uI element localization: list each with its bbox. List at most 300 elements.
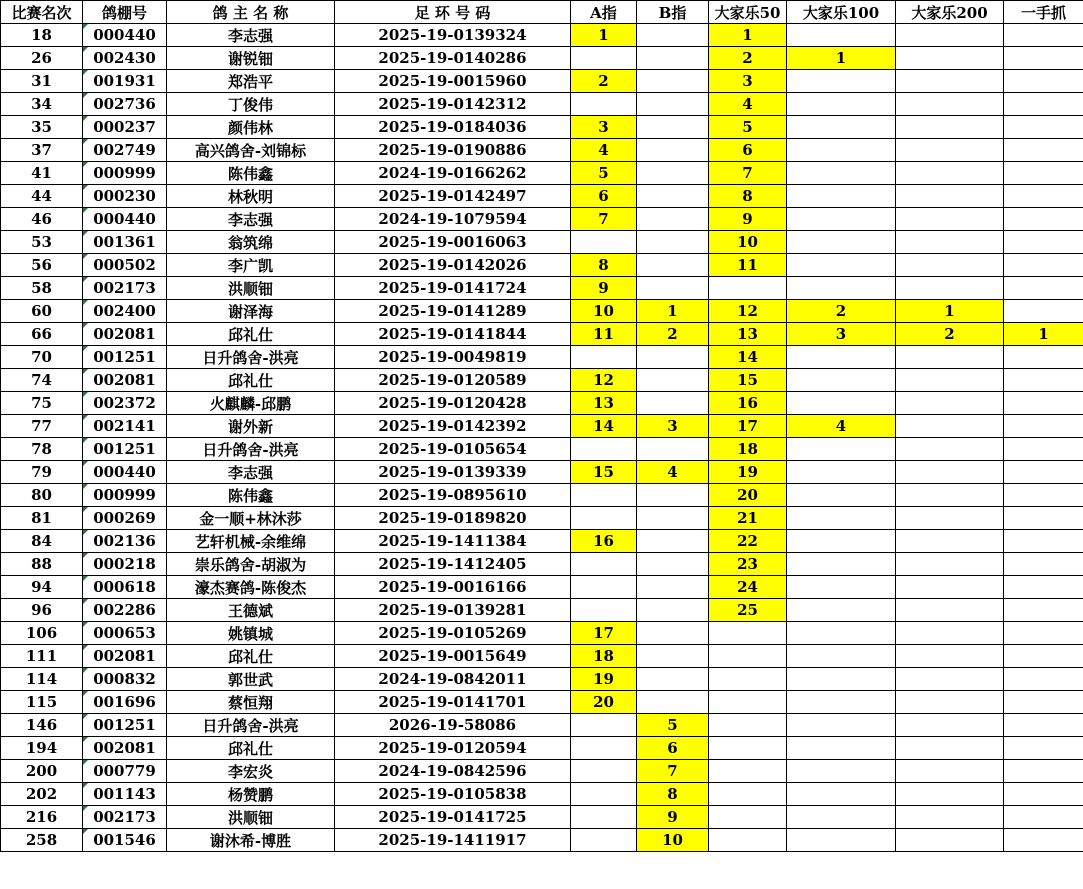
pool-50-cell[interactable]: 14	[709, 346, 787, 369]
pool-50-cell[interactable]	[709, 829, 787, 852]
header-ring-number[interactable]: 足 环 号 码	[335, 1, 571, 24]
owner-name-cell[interactable]: 邱礼仕	[167, 323, 335, 346]
rank-cell[interactable]: 46	[1, 208, 83, 231]
loft-id-cell[interactable]: 002400	[83, 300, 167, 323]
b-pick-cell[interactable]	[637, 369, 709, 392]
b-pick-cell[interactable]	[637, 162, 709, 185]
pool-50-cell[interactable]	[709, 622, 787, 645]
ring-number-cell[interactable]: 2025-19-0049819	[335, 346, 571, 369]
b-pick-cell[interactable]	[637, 622, 709, 645]
rank-cell[interactable]: 75	[1, 392, 83, 415]
first-grab-cell[interactable]	[1004, 70, 1083, 93]
loft-id-cell[interactable]: 000999	[83, 484, 167, 507]
rank-cell[interactable]: 53	[1, 231, 83, 254]
owner-name-cell[interactable]: 日升鸽舍-洪亮	[167, 346, 335, 369]
first-grab-cell[interactable]	[1004, 668, 1083, 691]
a-pick-cell[interactable]	[571, 47, 637, 70]
ring-number-cell[interactable]: 2025-19-0140286	[335, 47, 571, 70]
first-grab-cell[interactable]	[1004, 737, 1083, 760]
a-pick-cell[interactable]	[571, 507, 637, 530]
pool-200-cell[interactable]	[896, 645, 1004, 668]
loft-id-cell[interactable]: 000653	[83, 622, 167, 645]
pool-100-cell[interactable]	[787, 139, 896, 162]
first-grab-cell[interactable]	[1004, 346, 1083, 369]
b-pick-cell[interactable]	[637, 576, 709, 599]
loft-id-cell[interactable]: 002372	[83, 392, 167, 415]
pool-100-cell[interactable]	[787, 277, 896, 300]
pool-200-cell[interactable]	[896, 231, 1004, 254]
pool-50-cell[interactable]	[709, 691, 787, 714]
rank-cell[interactable]: 74	[1, 369, 83, 392]
rank-cell[interactable]: 60	[1, 300, 83, 323]
pool-200-cell[interactable]	[896, 346, 1004, 369]
pool-50-cell[interactable]	[709, 806, 787, 829]
pool-200-cell[interactable]: 1	[896, 300, 1004, 323]
loft-id-cell[interactable]: 002081	[83, 737, 167, 760]
pool-200-cell[interactable]	[896, 622, 1004, 645]
pool-200-cell[interactable]	[896, 599, 1004, 622]
rank-cell[interactable]: 115	[1, 691, 83, 714]
rank-cell[interactable]: 41	[1, 162, 83, 185]
ring-number-cell[interactable]: 2025-19-0120428	[335, 392, 571, 415]
ring-number-cell[interactable]: 2025-19-1412405	[335, 553, 571, 576]
a-pick-cell[interactable]	[571, 783, 637, 806]
b-pick-cell[interactable]	[637, 530, 709, 553]
owner-name-cell[interactable]: 李广凯	[167, 254, 335, 277]
pool-50-cell[interactable]: 24	[709, 576, 787, 599]
pool-200-cell[interactable]	[896, 415, 1004, 438]
ring-number-cell[interactable]: 2025-19-0142026	[335, 254, 571, 277]
pool-200-cell[interactable]: 2	[896, 323, 1004, 346]
pool-50-cell[interactable]: 20	[709, 484, 787, 507]
a-pick-cell[interactable]: 3	[571, 116, 637, 139]
pool-200-cell[interactable]	[896, 530, 1004, 553]
b-pick-cell[interactable]: 9	[637, 806, 709, 829]
rank-cell[interactable]: 106	[1, 622, 83, 645]
pool-200-cell[interactable]	[896, 277, 1004, 300]
b-pick-cell[interactable]: 5	[637, 714, 709, 737]
b-pick-cell[interactable]	[637, 254, 709, 277]
owner-name-cell[interactable]: 林秋明	[167, 185, 335, 208]
pool-50-cell[interactable]	[709, 668, 787, 691]
pool-50-cell[interactable]	[709, 783, 787, 806]
loft-id-cell[interactable]: 001251	[83, 346, 167, 369]
loft-id-cell[interactable]: 001143	[83, 783, 167, 806]
a-pick-cell[interactable]	[571, 438, 637, 461]
a-pick-cell[interactable]	[571, 760, 637, 783]
owner-name-cell[interactable]: 陈伟鑫	[167, 484, 335, 507]
ring-number-cell[interactable]: 2025-19-1411917	[335, 829, 571, 852]
header-rank[interactable]: 比赛名次	[1, 1, 83, 24]
header-pool-50[interactable]: 大家乐50	[709, 1, 787, 24]
owner-name-cell[interactable]: 杨赞鹏	[167, 783, 335, 806]
pool-50-cell[interactable]: 1	[709, 24, 787, 47]
first-grab-cell[interactable]	[1004, 461, 1083, 484]
a-pick-cell[interactable]: 6	[571, 185, 637, 208]
first-grab-cell[interactable]	[1004, 116, 1083, 139]
pool-200-cell[interactable]	[896, 806, 1004, 829]
loft-id-cell[interactable]: 002141	[83, 415, 167, 438]
a-pick-cell[interactable]: 10	[571, 300, 637, 323]
loft-id-cell[interactable]: 000832	[83, 668, 167, 691]
ring-number-cell[interactable]: 2025-19-0142312	[335, 93, 571, 116]
a-pick-cell[interactable]: 8	[571, 254, 637, 277]
a-pick-cell[interactable]: 19	[571, 668, 637, 691]
loft-id-cell[interactable]: 000618	[83, 576, 167, 599]
ring-number-cell[interactable]: 2024-19-0842011	[335, 668, 571, 691]
a-pick-cell[interactable]: 12	[571, 369, 637, 392]
rank-cell[interactable]: 37	[1, 139, 83, 162]
pool-50-cell[interactable]	[709, 760, 787, 783]
a-pick-cell[interactable]: 1	[571, 24, 637, 47]
owner-name-cell[interactable]: 丁俊伟	[167, 93, 335, 116]
ring-number-cell[interactable]: 2025-19-0141701	[335, 691, 571, 714]
ring-number-cell[interactable]: 2025-19-0141724	[335, 277, 571, 300]
b-pick-cell[interactable]: 4	[637, 461, 709, 484]
rank-cell[interactable]: 216	[1, 806, 83, 829]
pool-100-cell[interactable]: 2	[787, 300, 896, 323]
rank-cell[interactable]: 66	[1, 323, 83, 346]
a-pick-cell[interactable]	[571, 599, 637, 622]
first-grab-cell[interactable]	[1004, 415, 1083, 438]
rank-cell[interactable]: 79	[1, 461, 83, 484]
first-grab-cell[interactable]	[1004, 783, 1083, 806]
loft-id-cell[interactable]: 002430	[83, 47, 167, 70]
first-grab-cell[interactable]	[1004, 484, 1083, 507]
owner-name-cell[interactable]: 蔡恒翔	[167, 691, 335, 714]
header-loft-id[interactable]: 鸽棚号	[83, 1, 167, 24]
pool-200-cell[interactable]	[896, 668, 1004, 691]
loft-id-cell[interactable]: 002173	[83, 806, 167, 829]
a-pick-cell[interactable]	[571, 806, 637, 829]
a-pick-cell[interactable]	[571, 346, 637, 369]
b-pick-cell[interactable]	[637, 185, 709, 208]
ring-number-cell[interactable]: 2025-19-0141289	[335, 300, 571, 323]
header-pool-200[interactable]: 大家乐200	[896, 1, 1004, 24]
first-grab-cell[interactable]	[1004, 185, 1083, 208]
pool-100-cell[interactable]	[787, 599, 896, 622]
ring-number-cell[interactable]: 2025-19-0139281	[335, 599, 571, 622]
rank-cell[interactable]: 31	[1, 70, 83, 93]
first-grab-cell[interactable]	[1004, 806, 1083, 829]
owner-name-cell[interactable]: 王德斌	[167, 599, 335, 622]
rank-cell[interactable]: 88	[1, 553, 83, 576]
owner-name-cell[interactable]: 谢锐钿	[167, 47, 335, 70]
b-pick-cell[interactable]	[637, 47, 709, 70]
owner-name-cell[interactable]: 谢外新	[167, 415, 335, 438]
ring-number-cell[interactable]: 2025-19-0189820	[335, 507, 571, 530]
pool-100-cell[interactable]: 4	[787, 415, 896, 438]
rank-cell[interactable]: 44	[1, 185, 83, 208]
b-pick-cell[interactable]	[637, 116, 709, 139]
pool-200-cell[interactable]	[896, 116, 1004, 139]
first-grab-cell[interactable]	[1004, 93, 1083, 116]
pool-200-cell[interactable]	[896, 691, 1004, 714]
pool-200-cell[interactable]	[896, 70, 1004, 93]
a-pick-cell[interactable]: 5	[571, 162, 637, 185]
first-grab-cell[interactable]	[1004, 392, 1083, 415]
rank-cell[interactable]: 146	[1, 714, 83, 737]
pool-50-cell[interactable]: 15	[709, 369, 787, 392]
pool-100-cell[interactable]	[787, 392, 896, 415]
header-a-pick[interactable]: A指	[571, 1, 637, 24]
first-grab-cell[interactable]	[1004, 277, 1083, 300]
pool-200-cell[interactable]	[896, 461, 1004, 484]
owner-name-cell[interactable]: 洪顺钿	[167, 277, 335, 300]
owner-name-cell[interactable]: 洪顺钿	[167, 806, 335, 829]
pool-50-cell[interactable]: 5	[709, 116, 787, 139]
pool-100-cell[interactable]	[787, 645, 896, 668]
pool-50-cell[interactable]: 22	[709, 530, 787, 553]
owner-name-cell[interactable]: 姚镇城	[167, 622, 335, 645]
pool-50-cell[interactable]: 8	[709, 185, 787, 208]
pool-100-cell[interactable]	[787, 208, 896, 231]
first-grab-cell[interactable]	[1004, 530, 1083, 553]
pool-50-cell[interactable]: 9	[709, 208, 787, 231]
owner-name-cell[interactable]: 颜伟林	[167, 116, 335, 139]
loft-id-cell[interactable]: 001696	[83, 691, 167, 714]
pool-50-cell[interactable]	[709, 277, 787, 300]
pool-50-cell[interactable]: 17	[709, 415, 787, 438]
loft-id-cell[interactable]: 002749	[83, 139, 167, 162]
pool-200-cell[interactable]	[896, 484, 1004, 507]
pool-200-cell[interactable]	[896, 783, 1004, 806]
owner-name-cell[interactable]: 李志强	[167, 461, 335, 484]
ring-number-cell[interactable]: 2025-19-0016166	[335, 576, 571, 599]
a-pick-cell[interactable]	[571, 93, 637, 116]
b-pick-cell[interactable]	[637, 599, 709, 622]
pool-100-cell[interactable]	[787, 162, 896, 185]
b-pick-cell[interactable]: 10	[637, 829, 709, 852]
rank-cell[interactable]: 258	[1, 829, 83, 852]
header-owner-name[interactable]: 鸽 主 名 称	[167, 1, 335, 24]
owner-name-cell[interactable]: 陈伟鑫	[167, 162, 335, 185]
first-grab-cell[interactable]	[1004, 576, 1083, 599]
b-pick-cell[interactable]: 2	[637, 323, 709, 346]
a-pick-cell[interactable]	[571, 829, 637, 852]
loft-id-cell[interactable]: 002081	[83, 323, 167, 346]
owner-name-cell[interactable]: 翁筑绵	[167, 231, 335, 254]
ring-number-cell[interactable]: 2025-19-0142497	[335, 185, 571, 208]
owner-name-cell[interactable]: 李志强	[167, 24, 335, 47]
owner-name-cell[interactable]: 李志强	[167, 208, 335, 231]
ring-number-cell[interactable]: 2025-19-0190886	[335, 139, 571, 162]
first-grab-cell[interactable]	[1004, 438, 1083, 461]
ring-number-cell[interactable]: 2025-19-0141844	[335, 323, 571, 346]
b-pick-cell[interactable]	[637, 24, 709, 47]
pool-100-cell[interactable]	[787, 668, 896, 691]
pool-100-cell[interactable]	[787, 530, 896, 553]
rank-cell[interactable]: 114	[1, 668, 83, 691]
owner-name-cell[interactable]: 郑浩平	[167, 70, 335, 93]
loft-id-cell[interactable]: 000999	[83, 162, 167, 185]
first-grab-cell[interactable]	[1004, 714, 1083, 737]
rank-cell[interactable]: 56	[1, 254, 83, 277]
b-pick-cell[interactable]	[637, 139, 709, 162]
b-pick-cell[interactable]	[637, 392, 709, 415]
pool-100-cell[interactable]	[787, 576, 896, 599]
pool-50-cell[interactable]: 16	[709, 392, 787, 415]
ring-number-cell[interactable]: 2025-19-0105654	[335, 438, 571, 461]
rank-cell[interactable]: 96	[1, 599, 83, 622]
pool-200-cell[interactable]	[896, 438, 1004, 461]
loft-id-cell[interactable]: 000440	[83, 208, 167, 231]
loft-id-cell[interactable]: 002736	[83, 93, 167, 116]
first-grab-cell[interactable]	[1004, 231, 1083, 254]
first-grab-cell[interactable]	[1004, 24, 1083, 47]
a-pick-cell[interactable]	[571, 484, 637, 507]
first-grab-cell[interactable]	[1004, 829, 1083, 852]
pool-100-cell[interactable]	[787, 714, 896, 737]
first-grab-cell[interactable]	[1004, 599, 1083, 622]
owner-name-cell[interactable]: 李宏炎	[167, 760, 335, 783]
pool-200-cell[interactable]	[896, 369, 1004, 392]
ring-number-cell[interactable]: 2025-19-0105269	[335, 622, 571, 645]
first-grab-cell[interactable]	[1004, 300, 1083, 323]
b-pick-cell[interactable]	[637, 553, 709, 576]
rank-cell[interactable]: 94	[1, 576, 83, 599]
loft-id-cell[interactable]: 002286	[83, 599, 167, 622]
ring-number-cell[interactable]: 2025-19-0141725	[335, 806, 571, 829]
b-pick-cell[interactable]: 1	[637, 300, 709, 323]
b-pick-cell[interactable]	[637, 507, 709, 530]
b-pick-cell[interactable]	[637, 645, 709, 668]
a-pick-cell[interactable]: 14	[571, 415, 637, 438]
pool-50-cell[interactable]: 10	[709, 231, 787, 254]
a-pick-cell[interactable]: 20	[571, 691, 637, 714]
pool-50-cell[interactable]: 21	[709, 507, 787, 530]
rank-cell[interactable]: 194	[1, 737, 83, 760]
rank-cell[interactable]: 26	[1, 47, 83, 70]
pool-100-cell[interactable]	[787, 369, 896, 392]
ring-number-cell[interactable]: 2025-19-0120589	[335, 369, 571, 392]
pool-200-cell[interactable]	[896, 254, 1004, 277]
pool-100-cell[interactable]	[787, 622, 896, 645]
a-pick-cell[interactable]: 13	[571, 392, 637, 415]
owner-name-cell[interactable]: 火麒麟-邱鹏	[167, 392, 335, 415]
pool-200-cell[interactable]	[896, 185, 1004, 208]
pool-50-cell[interactable]: 3	[709, 70, 787, 93]
pool-200-cell[interactable]	[896, 208, 1004, 231]
a-pick-cell[interactable]	[571, 576, 637, 599]
loft-id-cell[interactable]: 001251	[83, 714, 167, 737]
pool-200-cell[interactable]	[896, 553, 1004, 576]
ring-number-cell[interactable]: 2025-19-0016063	[335, 231, 571, 254]
pool-50-cell[interactable]	[709, 714, 787, 737]
pool-50-cell[interactable]: 12	[709, 300, 787, 323]
ring-number-cell[interactable]: 2024-19-0842596	[335, 760, 571, 783]
first-grab-cell[interactable]	[1004, 139, 1083, 162]
rank-cell[interactable]: 35	[1, 116, 83, 139]
loft-id-cell[interactable]: 000230	[83, 185, 167, 208]
pool-50-cell[interactable]: 11	[709, 254, 787, 277]
b-pick-cell[interactable]	[637, 668, 709, 691]
ring-number-cell[interactable]: 2025-19-0120594	[335, 737, 571, 760]
b-pick-cell[interactable]: 7	[637, 760, 709, 783]
pool-200-cell[interactable]	[896, 760, 1004, 783]
ring-number-cell[interactable]: 2024-19-1079594	[335, 208, 571, 231]
pool-100-cell[interactable]	[787, 783, 896, 806]
pool-50-cell[interactable]: 4	[709, 93, 787, 116]
a-pick-cell[interactable]: 4	[571, 139, 637, 162]
owner-name-cell[interactable]: 艺轩机械-余维绵	[167, 530, 335, 553]
b-pick-cell[interactable]: 6	[637, 737, 709, 760]
ring-number-cell[interactable]: 2025-19-0015649	[335, 645, 571, 668]
pool-100-cell[interactable]	[787, 737, 896, 760]
loft-id-cell[interactable]: 002081	[83, 369, 167, 392]
loft-id-cell[interactable]: 000440	[83, 461, 167, 484]
pool-100-cell[interactable]	[787, 438, 896, 461]
pool-200-cell[interactable]	[896, 737, 1004, 760]
ring-number-cell[interactable]: 2025-19-0015960	[335, 70, 571, 93]
a-pick-cell[interactable]: 2	[571, 70, 637, 93]
rank-cell[interactable]: 70	[1, 346, 83, 369]
owner-name-cell[interactable]: 邱礼仕	[167, 369, 335, 392]
rank-cell[interactable]: 84	[1, 530, 83, 553]
a-pick-cell[interactable]: 7	[571, 208, 637, 231]
pool-50-cell[interactable]: 6	[709, 139, 787, 162]
first-grab-cell[interactable]	[1004, 553, 1083, 576]
pool-200-cell[interactable]	[896, 24, 1004, 47]
loft-id-cell[interactable]: 000269	[83, 507, 167, 530]
owner-name-cell[interactable]: 金一顺+林沐莎	[167, 507, 335, 530]
b-pick-cell[interactable]	[637, 231, 709, 254]
pool-50-cell[interactable]: 25	[709, 599, 787, 622]
rank-cell[interactable]: 200	[1, 760, 83, 783]
owner-name-cell[interactable]: 谢泽海	[167, 300, 335, 323]
pool-200-cell[interactable]	[896, 47, 1004, 70]
loft-id-cell[interactable]: 000218	[83, 553, 167, 576]
loft-id-cell[interactable]: 001931	[83, 70, 167, 93]
pool-200-cell[interactable]	[896, 392, 1004, 415]
loft-id-cell[interactable]: 000237	[83, 116, 167, 139]
pool-50-cell[interactable]: 2	[709, 47, 787, 70]
pool-50-cell[interactable]: 23	[709, 553, 787, 576]
pool-100-cell[interactable]	[787, 760, 896, 783]
ring-number-cell[interactable]: 2025-19-0184036	[335, 116, 571, 139]
ring-number-cell[interactable]: 2025-19-0142392	[335, 415, 571, 438]
owner-name-cell[interactable]: 濠杰赛鸽-陈俊杰	[167, 576, 335, 599]
pool-200-cell[interactable]	[896, 576, 1004, 599]
pool-100-cell[interactable]	[787, 116, 896, 139]
pool-100-cell[interactable]	[787, 691, 896, 714]
ring-number-cell[interactable]: 2025-19-0139339	[335, 461, 571, 484]
pool-50-cell[interactable]: 13	[709, 323, 787, 346]
loft-id-cell[interactable]: 002173	[83, 277, 167, 300]
pool-100-cell[interactable]	[787, 346, 896, 369]
first-grab-cell[interactable]	[1004, 645, 1083, 668]
owner-name-cell[interactable]: 崇乐鸽舍-胡淑为	[167, 553, 335, 576]
first-grab-cell[interactable]	[1004, 162, 1083, 185]
pool-100-cell[interactable]	[787, 829, 896, 852]
b-pick-cell[interactable]	[637, 93, 709, 116]
pool-100-cell[interactable]	[787, 461, 896, 484]
header-b-pick[interactable]: B指	[637, 1, 709, 24]
loft-id-cell[interactable]: 002136	[83, 530, 167, 553]
first-grab-cell[interactable]: 1	[1004, 323, 1083, 346]
header-first-grab[interactable]: 一手抓	[1004, 1, 1083, 24]
rank-cell[interactable]: 18	[1, 24, 83, 47]
a-pick-cell[interactable]	[571, 714, 637, 737]
pool-100-cell[interactable]: 3	[787, 323, 896, 346]
a-pick-cell[interactable]	[571, 737, 637, 760]
loft-id-cell[interactable]: 001251	[83, 438, 167, 461]
a-pick-cell[interactable]: 11	[571, 323, 637, 346]
pool-100-cell[interactable]	[787, 231, 896, 254]
a-pick-cell[interactable]: 18	[571, 645, 637, 668]
rank-cell[interactable]: 58	[1, 277, 83, 300]
pool-50-cell[interactable]	[709, 645, 787, 668]
